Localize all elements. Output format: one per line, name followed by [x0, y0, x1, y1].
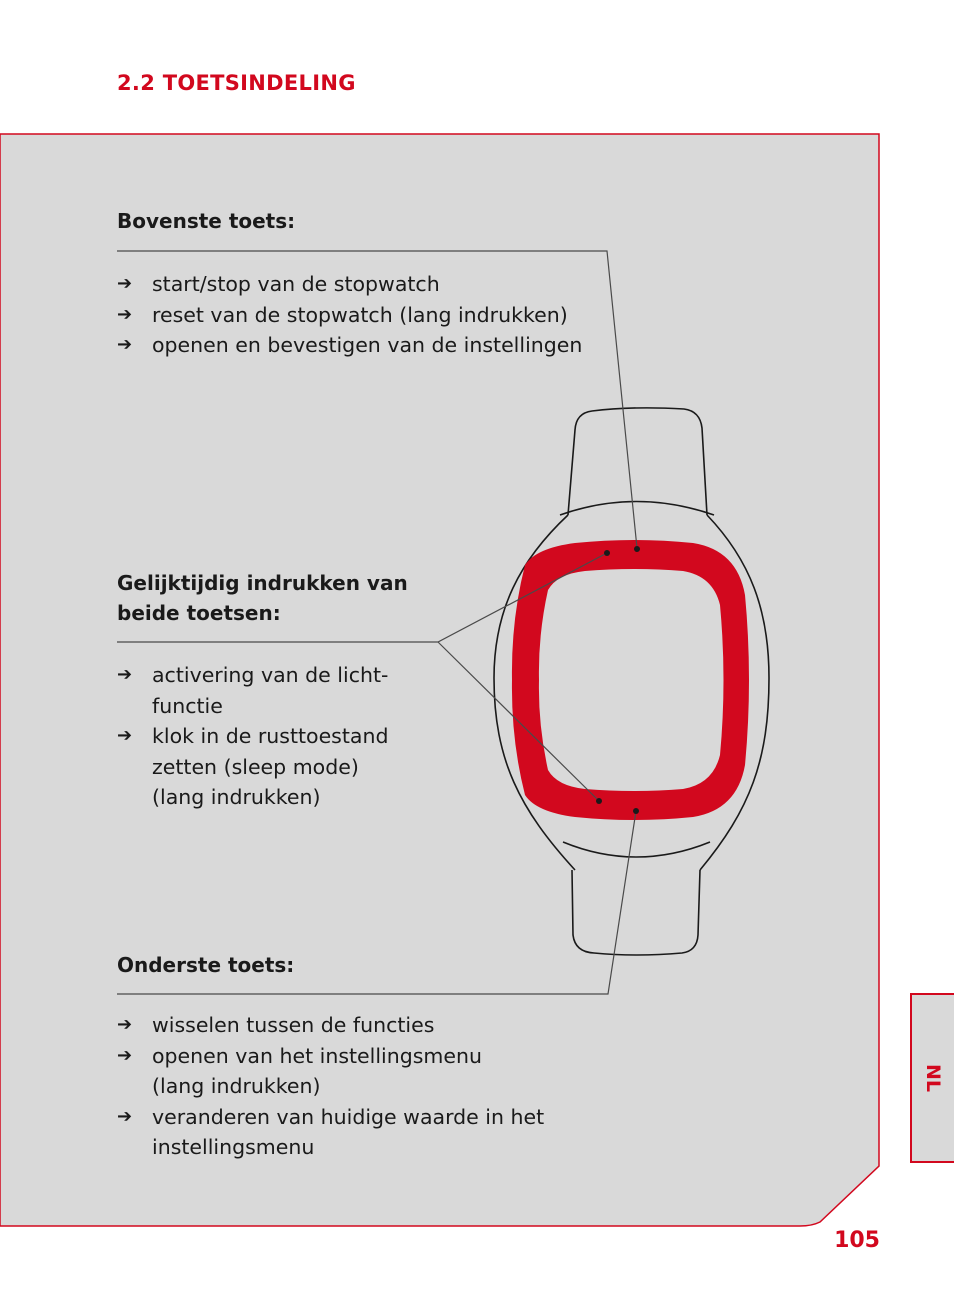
arrow-icon: ➔: [117, 334, 133, 355]
list-item: ➔ openen van het instellingsmenu (lang indrukken): [117, 1041, 544, 1102]
page-number: 105: [834, 1228, 880, 1253]
both-buttons-list: [117, 660, 388, 813]
list-item: ➔ klok in de rusttoestand zetten (sleep mode) (lang indrukken): [117, 721, 388, 813]
list-item: ➔ openen en bevestigen van de instellingen: [117, 330, 582, 361]
both-buttons-heading: Gelijktijdig indrukken van beide toetsen:: [117, 571, 408, 625]
bottom-button-list: [117, 1010, 544, 1163]
arrow-icon: ➔: [117, 725, 133, 746]
arrow-icon: ➔: [117, 1014, 133, 1035]
list-item: ➔ wisselen tussen de functies: [117, 1010, 544, 1041]
top-button-heading: Bovenste toets:: [117, 209, 296, 233]
list-item: ➔ activering van de licht- functie: [117, 660, 388, 721]
list-item: ➔ reset van de stopwatch (lang indrukken): [117, 300, 582, 331]
language-tab-label: NL: [921, 1063, 944, 1093]
arrow-icon: ➔: [117, 1044, 133, 1066]
list-item: ➔ veranderen van huidige waarde in het instellingsmenu: [117, 1102, 544, 1163]
arrow-icon: ➔: [117, 1105, 133, 1127]
arrow-icon: ➔: [117, 664, 133, 685]
arrow-icon: ➔: [117, 273, 133, 294]
list-item: ➔ start/stop van de stopwatch: [117, 269, 582, 300]
section-title: 2.2 TOETSINDELING: [117, 71, 356, 95]
top-button-list: [117, 269, 582, 361]
bottom-button-heading: Onderste toets:: [117, 953, 295, 977]
language-tab: [910, 993, 954, 1163]
arrow-icon: ➔: [117, 303, 133, 325]
